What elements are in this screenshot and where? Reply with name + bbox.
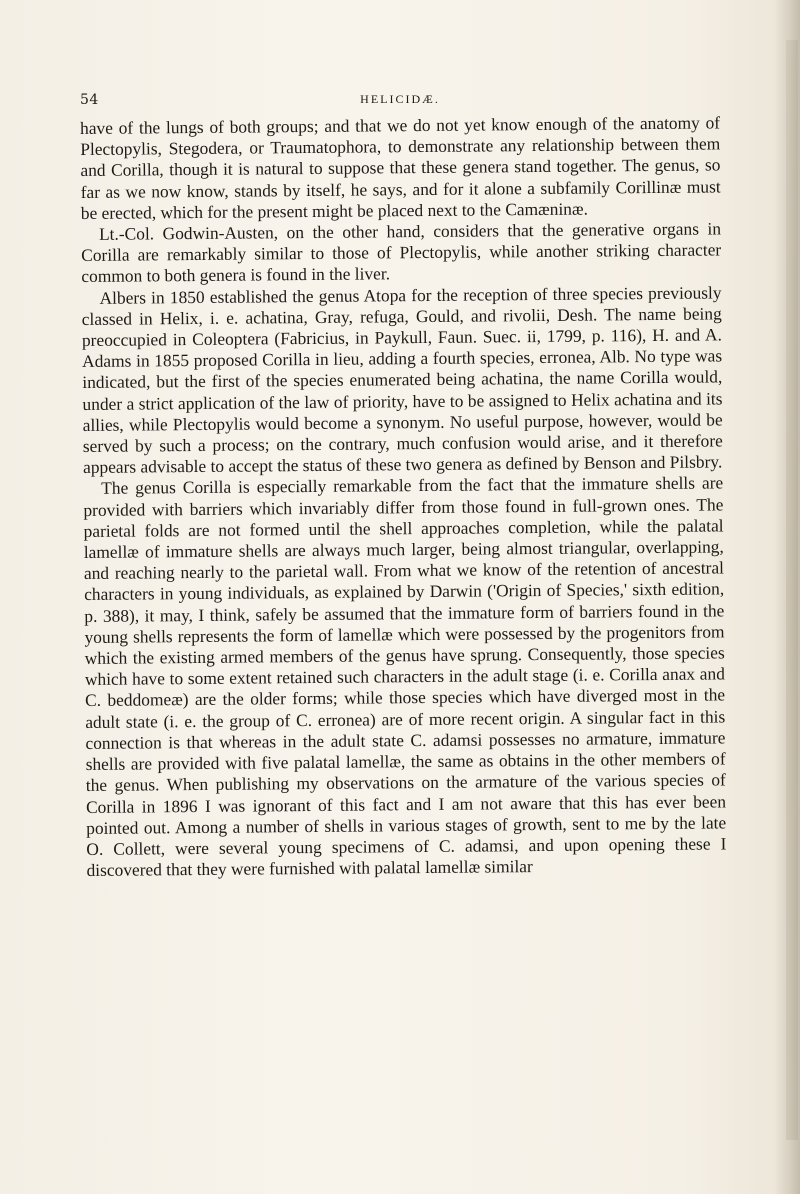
paragraph-godwin-austen: Lt.-Col. Godwin-Austen, on the other hand, considers that the generative organs in Corilla are remarkably similar to those of Plectopylis, while another striking character common to both genera is found in the liver.	[81, 218, 722, 287]
body-text	[80, 112, 727, 881]
page-edge-shadow	[774, 0, 800, 1194]
page-header	[80, 92, 720, 112]
paragraph-albers: Albers in 1850 established the genus Atopa for the reception of three species previously classed in Helix, i. e. achatina, Gray, refuga, Gould, and rivolii, Desh. The name being preoccupied in Coleoptera (Fabricius, in Paykull, Faun. Suec. ii, 1799, p. 116), H. and A. Adams in 1855 proposed Corilla in lieu, adding a fourth species, erronea, Alb. No type was indicated, but the first of the species enumerated being achatina, the name Corilla would, under a strict application of the law of priority, have to be assigned to Helix achatina and its allies, while Plectopylis would become a synonym. No useful purpose, however, would be served by such a process; on the contrary, much confusion would arise, and it therefore appears advisable to accept the status of these two genera as defined by Benson and Pilsbry.	[81, 282, 723, 478]
paragraph-continuation: have of the lungs of both groups; and that we do not yet know enough of the anatomy of Plectopylis, Stegodera, or Traumatophora, to demonstrate any relationship between them and Corilla, though it is natural to suppose that these genera stand together. The genus, so far as we now know, stands by itself, he says, and for it alone a subfamily Corillinæ must be erected, which for the present might be placed next to the Camæninæ.	[80, 112, 721, 223]
paragraph-genus-corilla: The genus Corilla is especially remarkable from the fact that the immature shells are provided with barriers which invariably differ from those found in full-grown ones. The parietal folds are not formed until the shell approaches completion, while the palatal lamellæ of immature shells are always much larger, being almost triangular, overlapping, and reaching nearly to the parietal wall. From what we know of the retention of ancestral characters in young individuals, as explained by Darwin ('Origin of Species,' sixth edition, p. 388), it may, I think, safely be assumed that the immature form of barriers found in the young shells represents the form of lamellæ which were possessed by the progenitors from which the existing armed members of the genus have sprung. Consequently, those species which have to some extent retained such characters in the adult stage (i. e. Corilla anax and C. beddomeæ) are the older forms; while those species which have diverged most in the adult state (i. e. the group of C. erronea) are of more recent origin. A singular fact in this connection is that whereas in the adult state C. adamsi possesses no armature, immature shells are provided with five palatal lamellæ, the same as obtains in the other members of the genus. When publishing my observations on the armature of the various species of Corilla in 1896 I was ignorant of this fact and I am not aware that this has ever been pointed out. Among a number of shells in various stages of growth, sent to me by the late O. Collett, were several young specimens of C. adamsi, and upon opening these I discovered that they were furnished with palatal lamellæ similar	[83, 472, 727, 881]
page-number: 54	[80, 92, 99, 108]
running-head: HELICIDÆ.	[360, 92, 440, 106]
